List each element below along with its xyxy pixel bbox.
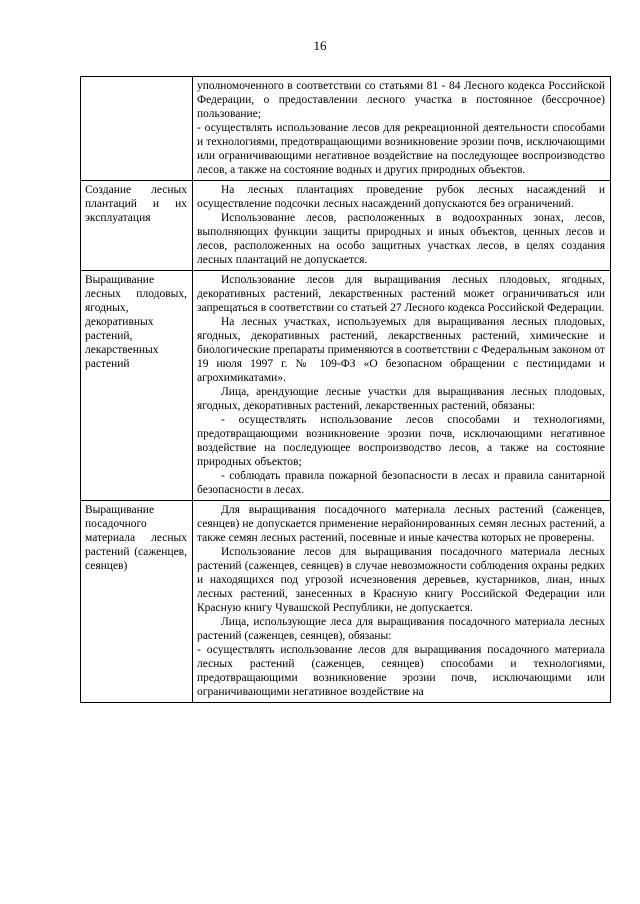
forest-use-table [80,76,611,703]
requirement-paragraph: Для выращивания посадочного материала лесных растений (саженцев, сеянцев) не допускается применение нерайонированных семян лесных растений, а также семян лесных растений, посевные и иные качества которых не проверены. [197,504,605,544]
table-row [81,501,611,703]
activity-type-cell [81,77,193,181]
requirement-paragraph: - осуществлять использование лесов способами и технологиями, предотвращающими возникновение эрозии почв, исключающими негативное воздействие на последующее воспроизводство лесов, а также на состояние природных объектов; [197,414,605,468]
requirement-paragraph: - соблюдать правила пожарной безопасности в лесах и правила санитарной безопасности в лесах. [197,470,605,496]
table-row [81,271,611,501]
activity-type-cell: Выращивание посадочного материала лесных растений (саженцев, сеянцев) [81,501,193,703]
table-row [81,181,611,271]
requirements-cell [193,271,611,501]
requirement-paragraph: На лесных плантациях проведение рубок лесных насаждений и осуществление подсочки лесных насаждений допускаются без ограничений. [197,184,605,210]
requirement-paragraph: Использование лесов, расположенных в водоохранных зонах, лесов, выполняющих функции защиты природных и иных объектов, ценных лесов и лесов, расположенных на особо защитных участках лесов, в целях создания лесных плантаций не допускается. [197,212,605,266]
requirement-paragraph: Лица, арендующие лесные участки для выращивания лесных плодовых, ягодных, декоративных растений, лекарственных растений, обязаны: [197,386,605,412]
requirement-paragraph: уполномоченного в соответствии со статьями 81 - 84 Лесного кодекса Российской Федерации, о предоставлении лесного участка в постоянное (бессрочное) пользование; [197,80,605,120]
requirement-paragraph: Лица, использующие леса для выращивания посадочного материала лесных растений (саженцев, сеянцев), обязаны: [197,616,605,642]
activity-type-cell: Выращивание лесных плодовых, ягодных, декоративных растений, лекарственных растений [81,271,193,501]
requirement-paragraph: - осуществлять использование лесов для выращивания посадочного материала лесных растений (саженцев, сеянцев) способами и технологиями, предотвращающими возникновение эрозии почв, исключающими или ограничивающими негативное воздействие на [197,644,605,698]
requirements-cell [193,501,611,703]
requirements-cell [193,181,611,271]
requirement-paragraph: Использование лесов для выращивания посадочного материала лесных растений (саженцев, сеянцев) в случае невозможности соблюдения охраны редких и находящихся под угрозой исчезновения деревьев, кустарников, лиан, иных лесных растений, занесенных в Красную книгу Российской Федерации или Красную книгу Чувашской Республики, не допускается. [197,546,605,614]
activity-type-cell: Создание лесных плантаций и их эксплуатация [81,181,193,271]
table-row [81,77,611,181]
requirement-paragraph: На лесных участках, используемых для выращивания лесных плодовых, ягодных, декоративных растений, лекарственных растений, химические и биологические препараты применяются в соответствии с Федеральным законом от 19 июля 1997 г. № 109-ФЗ «О безопасном обращении с пестицидами и агрохимикатами». [197,316,605,384]
page-number: 16 [313,38,327,53]
requirements-cell [193,77,611,181]
requirement-paragraph: - осуществлять использование лесов для рекреационной деятельности способами и технологиями, предотвращающими возникновение эрозии почв, исключающими или ограничивающими негативное воздействие на последующее воспроизводство лесов, а также на состояние водных и других природных объектов. [197,122,605,176]
requirement-paragraph: Использование лесов для выращивания лесных плодовых, ягодных, декоративных растений, лекарственных растений может ограничиваться или запрещаться в соответствии со статьей 27 Лесного кодекса Российской Федерации. [197,274,605,314]
